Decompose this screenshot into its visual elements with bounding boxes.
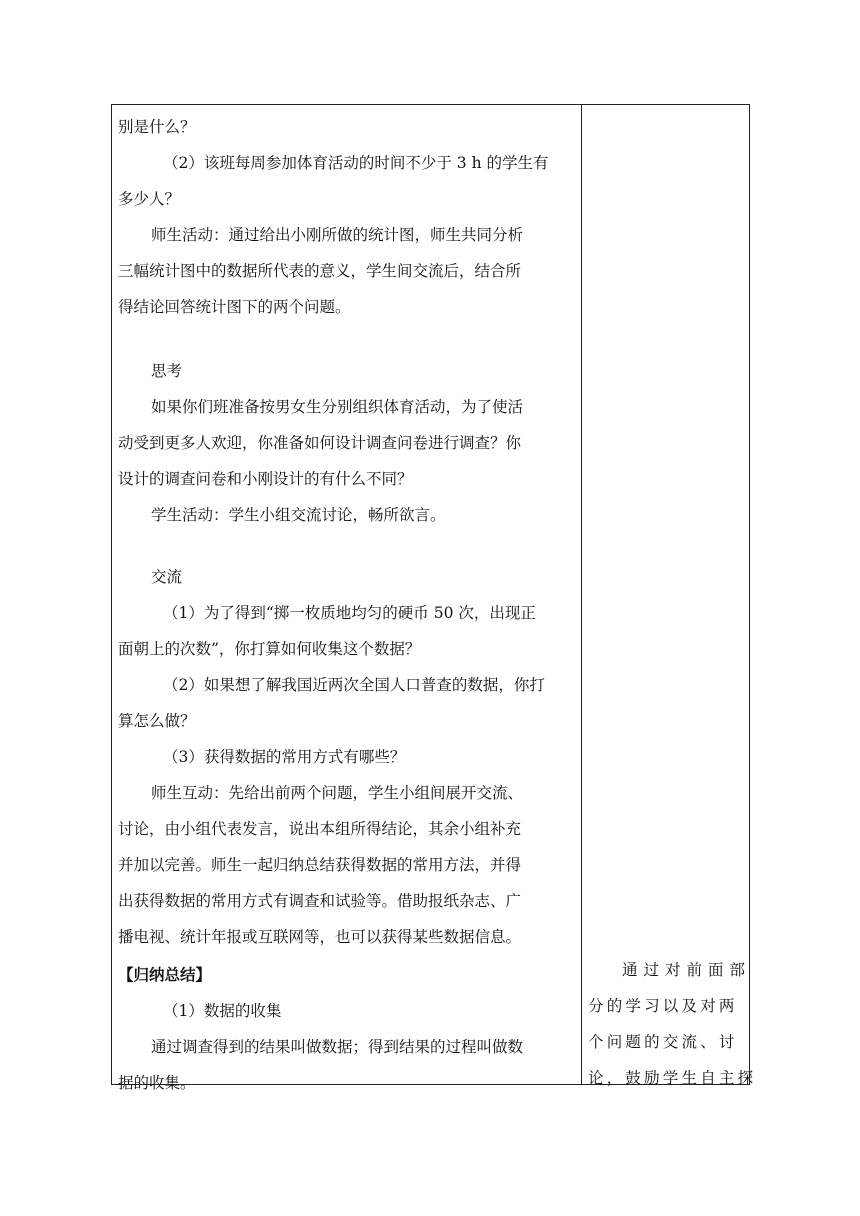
side-note-line: 论，鼓励学生自主探 bbox=[588, 1069, 757, 1087]
column-divider bbox=[581, 105, 582, 1084]
text-line: 播电视、统计年报或互联网等，也可以获得某些数据信息。 bbox=[118, 928, 522, 946]
text-line: 得结论回答统计图下的两个问题。 bbox=[118, 298, 351, 316]
lesson-table bbox=[111, 104, 757, 1092]
text-line: 算怎么做？ bbox=[118, 712, 196, 730]
text-line: 动受到更多人欢迎，你准备如何设计调查问卷进行调查？你 bbox=[118, 434, 522, 452]
exchange-question-3: （3）获得数据的常用方式有哪些？ bbox=[163, 748, 406, 766]
text-line: 面朝上的次数”，你打算如何收集这个数据？ bbox=[118, 640, 421, 658]
text-line: 并加以完善。师生一起归纳总结获得数据的常用方法，并得 bbox=[118, 856, 522, 874]
summary-heading: 【归纳总结】 bbox=[118, 966, 212, 984]
side-note-line: 分的学习以及对两 bbox=[588, 997, 738, 1015]
text-line: 讨论，由小组代表发言，说出本组所得结论，其余小组补充 bbox=[118, 820, 522, 838]
text-line: 据的收集。 bbox=[118, 1074, 196, 1092]
side-note-line: 个问题的交流、讨 bbox=[588, 1033, 738, 1051]
exchange-question-1: （1）为了得到“掷一枚质地均匀的硬币 50 次，出现正 bbox=[163, 604, 536, 622]
text-line: 设计的调查问卷和小刚设计的有什么不同？ bbox=[118, 470, 413, 488]
definition-paragraph: 通过调查得到的结果叫做数据；得到结果的过程叫做数 bbox=[151, 1038, 524, 1056]
question-2: （2）该班每周参加体育活动的时间不少于 3 h 的学生有 bbox=[163, 154, 549, 172]
section-think: 思考 bbox=[151, 362, 183, 380]
text-line: 多少人？ bbox=[118, 190, 181, 208]
section-exchange: 交流 bbox=[151, 568, 183, 586]
summary-item-1: （1）数据的收集 bbox=[163, 1002, 282, 1020]
text-line: 三幅统计图中的数据所代表的意义，学生间交流后，结合所 bbox=[118, 262, 522, 280]
teacher-student-activity: 师生活动：通过给出小刚所做的统计图，师生共同分析 bbox=[151, 226, 524, 244]
text-line: 别是什么？ bbox=[118, 118, 196, 136]
think-paragraph: 如果你们班准备按男女生分别组织体育活动，为了使活 bbox=[151, 398, 524, 416]
student-activity: 学生活动：学生小组交流讨论，畅所欲言。 bbox=[151, 506, 446, 524]
exchange-question-2: （2）如果想了解我国近两次全国人口普查的数据，你打 bbox=[163, 676, 545, 694]
text-line: 出获得数据的常用方式有调查和试验等。借助报纸杂志、广 bbox=[118, 892, 522, 910]
side-note-line: 通过对前面部 bbox=[622, 961, 752, 979]
teacher-student-interaction: 师生互动：先给出前两个问题，学生小组间展开交流、 bbox=[151, 784, 524, 802]
